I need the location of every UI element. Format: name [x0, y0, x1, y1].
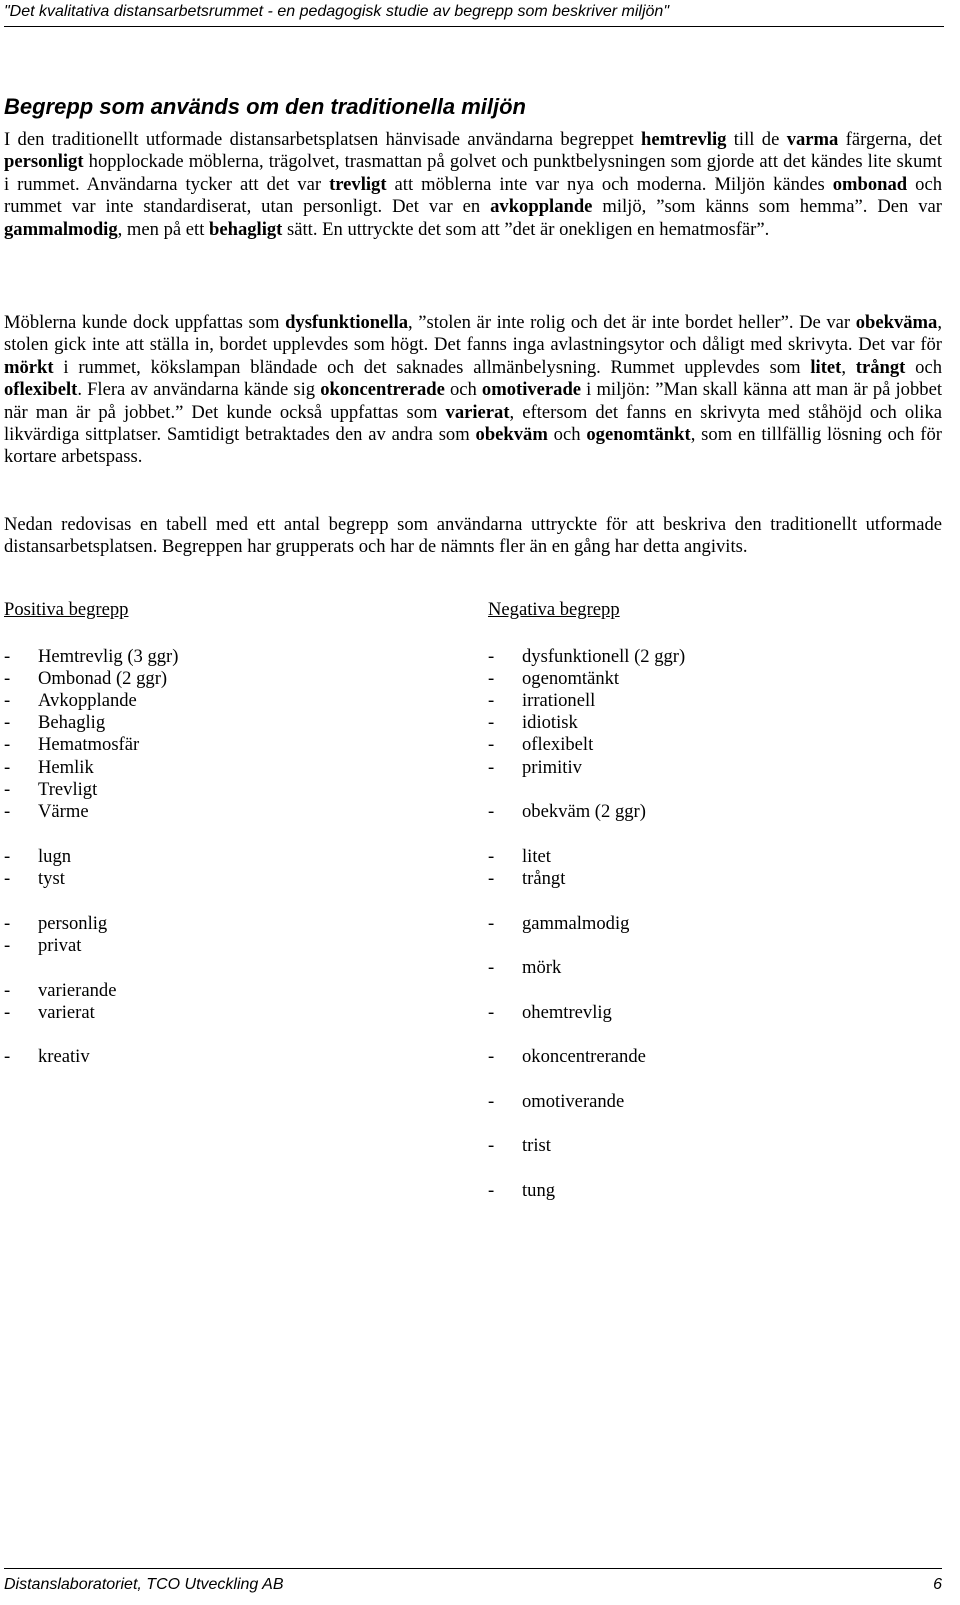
emphasized-term: ombonad: [832, 173, 908, 195]
list-bullet: -: [488, 1002, 495, 1023]
list-bullet: -: [4, 846, 11, 867]
list-bullet: -: [488, 1046, 495, 1067]
list-bullet: -: [488, 801, 495, 822]
list-bullet: -: [488, 868, 495, 889]
text-run: och: [444, 379, 482, 401]
list-bullet: -: [4, 757, 11, 778]
list-bullet: -: [4, 690, 11, 711]
list-item-label: privat: [38, 935, 82, 956]
emphasized-term: dysfunktionella: [285, 312, 409, 333]
list-bullet: -: [4, 868, 11, 889]
list-item-label: omotiverande: [522, 1091, 625, 1112]
list-item-label: Avkopplande: [38, 690, 137, 711]
text-run: sätt. En uttryckte det som att ”det är onekligen en hematmosfär”.: [282, 218, 770, 240]
list-item-label: irrationell: [522, 690, 596, 711]
positive-terms-heading: Positiva begrepp: [4, 599, 129, 620]
text-run: att möblerna inte var nya och moderna. Miljön kändes: [386, 173, 833, 195]
emphasized-term: avkopplande: [490, 196, 593, 218]
list-item-label: Hemtrevlig (3 ggr): [38, 646, 179, 667]
list-item-label: Behaglig: [38, 712, 106, 733]
list-item-label: trist: [522, 1135, 551, 1156]
list-item-label: idiotisk: [522, 712, 578, 733]
text-run: , ”stolen är inte rolig och det är inte bordet heller”. De var: [408, 312, 856, 333]
list-item-label: ogenomtänkt: [522, 668, 620, 689]
list-item-label: tung: [522, 1180, 556, 1201]
list-item-label: mörk: [522, 957, 562, 978]
list-item-label: personlig: [38, 913, 108, 934]
emphasized-term: personligt: [4, 151, 84, 173]
list-item-label: okoncentrerande: [522, 1046, 646, 1067]
emphasized-term: hemtrevlig: [641, 129, 727, 150]
list-bullet: -: [488, 957, 495, 978]
list-item-label: primitiv: [522, 757, 582, 778]
list-bullet: -: [4, 935, 11, 956]
text-run: i rummet, kökslampan bländade och det saknades allmänbelysning. Rummet upplevdes som: [53, 356, 811, 378]
text-run: . Flera av användarna kände sig: [77, 379, 321, 401]
list-bullet: -: [4, 646, 11, 667]
list-item-label: litet: [522, 846, 551, 867]
text-run: , som en tillfällig lösning och för kortare arbetspass.: [4, 424, 942, 468]
list-bullet: -: [4, 980, 11, 1001]
text-run: i miljön: ”Man skall känna att man är på jobbet när man är på jobbet.” Det kunde också uppfattas som: [4, 379, 942, 423]
list-bullet: -: [488, 734, 495, 755]
emphasized-term: trevligt: [329, 173, 387, 195]
list-item-label: lugn: [38, 846, 72, 867]
list-bullet: -: [4, 1046, 11, 1067]
list-bullet: -: [4, 913, 11, 934]
list-bullet: -: [488, 757, 495, 778]
list-item-label: ohemtrevlig: [522, 1002, 612, 1023]
list-item-label: trångt: [522, 868, 566, 889]
paragraph-2: [4, 312, 942, 469]
list-item-label: oflexibelt: [522, 734, 594, 755]
list-bullet: -: [488, 690, 495, 711]
text-run: och rummet var inte standardiserat, utan personligt. Det var en: [4, 173, 942, 218]
list-bullet: -: [4, 1002, 11, 1023]
text-run: Nedan redovisas en tabell med ett antal begrepp som användarna uttryckte för att beskriva den traditionellt utformade distansarbetsplatsen. Begreppen har grupperats och har de nämnts fler än en gång har detta angivits.: [4, 514, 942, 558]
list-bullet: -: [4, 668, 11, 689]
emphasized-term: trångt: [855, 356, 906, 378]
emphasized-term: ogenomtänkt: [586, 424, 691, 446]
list-bullet: -: [488, 668, 495, 689]
emphasized-term: gammalmodig: [4, 218, 118, 240]
paragraph-3: [4, 514, 942, 559]
text-run: miljö, ”som känns som hemma”. Den var: [592, 196, 942, 218]
emphasized-term: obekväma: [855, 312, 938, 333]
list-item-label: gammalmodig: [522, 913, 630, 934]
list-bullet: -: [4, 712, 11, 733]
text-run: hopplockade möblerna, trägolvet, trasmattan på golvet och punktbelysningen som gjorde att det kändes lite skumt i rummet. Användarna tycker att det var: [4, 151, 942, 195]
emphasized-term: oflexibelt: [4, 379, 78, 401]
list-item-label: dysfunktionell (2 ggr): [522, 646, 686, 667]
text-run: , eftersom det fanns en skrivyta med ståhöjd och olika likvärdiga sittplatser. Samtidigt betraktades den av andra som: [4, 401, 942, 446]
emphasized-term: varma: [786, 129, 839, 150]
list-bullet: -: [488, 846, 495, 867]
text-run: I den traditionellt utformade distansarbetsplatsen hänvisade användarna begreppet: [4, 129, 642, 150]
text-run: , stolen gick inte att ställa in, bordet upplevdes som högt. Det fanns inga avlastningsytor och dåligt med skrivyta. Det var för: [4, 312, 942, 356]
list-bullet: -: [488, 1135, 495, 1156]
emphasized-term: omotiverade: [481, 379, 582, 401]
text-run: till de: [726, 129, 787, 150]
list-item-label: Ombonad (2 ggr): [38, 668, 168, 689]
text-run: och: [547, 424, 587, 446]
running-header: "Det kvalitativa distansarbetsrummet - en pedagogisk studie av begrepp som beskriver miljön": [4, 2, 944, 27]
text-run: , men på ett: [117, 218, 210, 240]
text-run: och: [905, 356, 943, 378]
list-bullet: -: [4, 779, 11, 800]
text-run: ,: [841, 356, 856, 378]
list-bullet: -: [488, 1091, 495, 1112]
emphasized-term: litet: [810, 356, 842, 378]
footer-organization: Distanslaboratoriet, TCO Utveckling AB: [4, 1576, 284, 1593]
negative-terms-heading: Negativa begrepp: [488, 599, 620, 620]
list-bullet: -: [488, 913, 495, 934]
paragraph-1: [4, 129, 942, 241]
list-item-label: tyst: [38, 868, 65, 889]
list-item-label: obekväm (2 ggr): [522, 801, 646, 822]
emphasized-term: behagligt: [209, 218, 283, 240]
list-item-label: Värme: [38, 801, 89, 822]
emphasized-term: mörkt: [4, 356, 54, 378]
running-footer: [4, 1568, 942, 1595]
list-item-label: Hemlik: [38, 757, 94, 778]
emphasized-term: varierat: [445, 401, 510, 423]
list-item-label: Hematmosfär: [38, 734, 140, 755]
list-item-label: Trevligt: [38, 779, 98, 800]
list-item-label: varierande: [38, 980, 117, 1001]
list-item-label: varierat: [38, 1002, 95, 1023]
emphasized-term: okoncentrerade: [320, 379, 445, 401]
text-run: färgerna, det: [838, 129, 942, 150]
list-bullet: -: [488, 1180, 495, 1201]
section-heading: Begrepp som används om den traditionella miljön: [4, 94, 526, 119]
emphasized-term: obekväm: [475, 424, 548, 446]
page-number: 6: [933, 1576, 942, 1593]
text-run: Möblerna kunde dock uppfattas som: [4, 312, 286, 333]
list-bullet: -: [488, 646, 495, 667]
list-bullet: -: [4, 801, 11, 822]
list-item-label: kreativ: [38, 1046, 90, 1067]
list-bullet: -: [488, 712, 495, 733]
list-bullet: -: [4, 734, 11, 755]
